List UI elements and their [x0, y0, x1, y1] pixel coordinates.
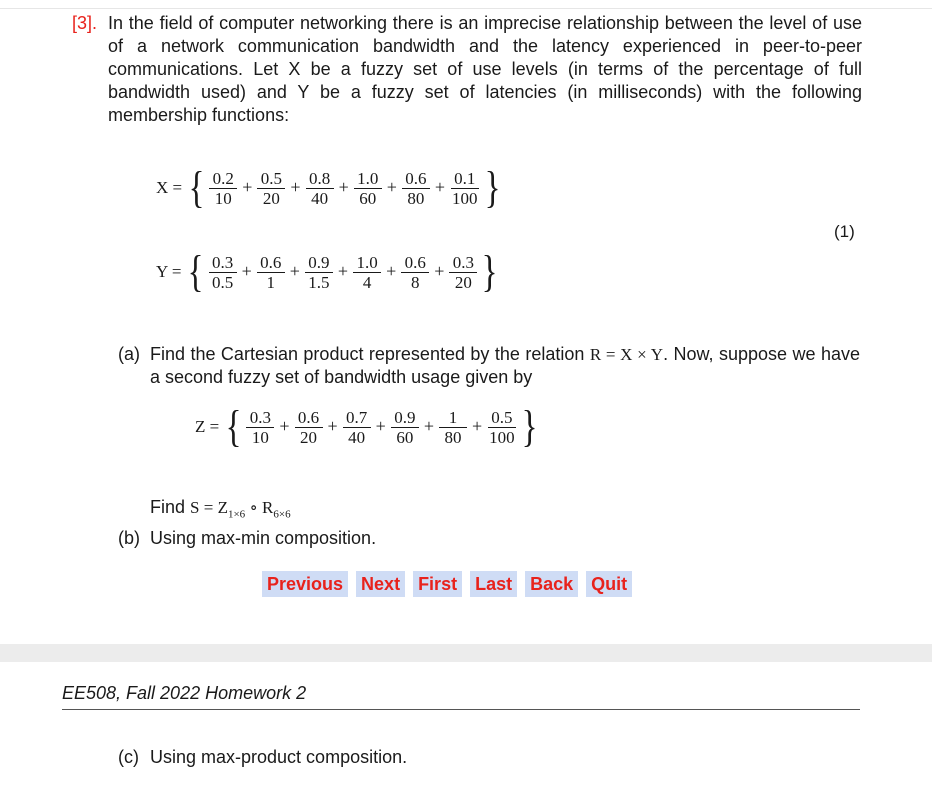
- find-s-prefix: Find: [150, 497, 191, 517]
- element-value: 8: [410, 272, 420, 292]
- plus-sign: +: [290, 176, 301, 197]
- relation-r: R = X × Y: [589, 345, 664, 364]
- membership-value: 0.7: [343, 408, 371, 428]
- problem-number: [3].: [72, 13, 98, 33]
- plus-sign: +: [242, 176, 253, 197]
- membership-value: 1: [439, 408, 467, 428]
- fraction-term: [402, 169, 430, 208]
- part-a-text: [150, 343, 860, 389]
- plus-sign: +: [337, 260, 349, 281]
- right-brace: }: [484, 163, 501, 212]
- equation-y-label: Y =: [156, 262, 182, 281]
- plus-sign: +: [471, 415, 483, 436]
- fraction-term: [246, 408, 274, 447]
- equation-x-label: X =: [156, 178, 183, 197]
- membership-value: 0.9: [305, 253, 333, 273]
- top-divider: [0, 8, 932, 9]
- equation-x-terms: [205, 169, 483, 208]
- membership-value: 0.9: [391, 408, 419, 428]
- plus-sign: +: [434, 260, 445, 281]
- equation-z: [195, 402, 538, 451]
- next-button[interactable]: Next: [356, 571, 405, 597]
- membership-value: 0.6: [402, 169, 430, 189]
- membership-value: 0.5: [257, 169, 285, 189]
- element-value: 0.5: [211, 272, 234, 292]
- membership-value: 0.1: [451, 169, 479, 189]
- left-brace: {: [188, 247, 204, 296]
- plus-sign: +: [338, 176, 349, 197]
- footer-rule: [62, 709, 860, 710]
- membership-value: 0.6: [257, 253, 285, 273]
- right-brace: }: [521, 402, 538, 451]
- fraction-term: [391, 408, 419, 447]
- fraction-term: [354, 169, 382, 208]
- part-c-key: (c): [118, 747, 139, 767]
- navigation-bar: [262, 571, 632, 597]
- membership-value: 0.3: [209, 253, 237, 273]
- membership-value: 1.0: [353, 253, 381, 273]
- part-a-text-after: . Now, suppose we have a second fuzzy set of bandwidth usage given by: [150, 344, 860, 387]
- sub-1x6: 1×6: [227, 508, 246, 521]
- element-value: 1.5: [308, 272, 330, 292]
- find-s-expression: [190, 498, 291, 521]
- element-value: 100: [452, 188, 478, 208]
- part-a-text-before: Find the Cartesian product represented by the relation: [150, 344, 590, 364]
- find-s: [150, 496, 291, 526]
- back-button[interactable]: Back: [525, 571, 578, 597]
- equation-number: (1): [834, 222, 855, 241]
- fraction-term: [306, 169, 334, 208]
- circ-r: ∘ R: [245, 498, 274, 517]
- right-brace: }: [482, 247, 498, 296]
- membership-value: 0.3: [449, 253, 477, 273]
- part-b: [118, 527, 860, 550]
- problem-text: In the field of computer networking there is an imprecise relationship between the level of use of a network communication bandwidth and the latency experienced in peer-to-peer communications. Let X be a fuzzy set of use levels (in terms of the percentage of full bandwidth used) and Y be a fuzzy set of latencies (in milliseconds) with the following membership functions:: [108, 13, 862, 125]
- equation-z-terms: [242, 408, 520, 447]
- membership-value: 0.2: [209, 169, 237, 189]
- plus-sign: +: [279, 415, 290, 436]
- element-value: 40: [311, 188, 329, 208]
- membership-value: 0.5: [488, 408, 516, 428]
- element-value: 20: [454, 272, 472, 292]
- membership-value: 0.6: [295, 408, 323, 428]
- page-separator-band: [0, 644, 932, 662]
- plus-sign: +: [386, 260, 397, 281]
- membership-value: 0.3: [246, 408, 274, 428]
- fraction-term: [449, 253, 477, 292]
- equation-y: [156, 247, 499, 296]
- plus-sign: +: [386, 176, 397, 197]
- last-button[interactable]: Last: [470, 571, 517, 597]
- first-button[interactable]: First: [413, 571, 462, 597]
- s-eq: S = Z: [190, 498, 228, 517]
- quit-button[interactable]: Quit: [586, 571, 632, 597]
- fraction-term: [439, 408, 467, 447]
- element-value: 100: [489, 427, 515, 447]
- fraction-term: [401, 253, 429, 292]
- problem-statement: [72, 12, 862, 127]
- element-value: 10: [251, 427, 269, 447]
- part-c-text: Using max-product composition.: [150, 747, 408, 767]
- part-b-text: Using max-min composition.: [150, 528, 377, 548]
- plus-sign: +: [423, 415, 434, 436]
- fraction-term: [257, 253, 285, 292]
- part-a-key: (a): [118, 344, 140, 364]
- previous-button[interactable]: Previous: [262, 571, 348, 597]
- element-value: 60: [359, 188, 377, 208]
- fraction-term: [343, 408, 371, 447]
- fraction-term: [257, 169, 285, 208]
- element-value: 60: [396, 427, 414, 447]
- part-a: [118, 343, 860, 389]
- element-value: 40: [348, 427, 366, 447]
- equation-x: [156, 163, 501, 212]
- membership-value: 1.0: [354, 169, 382, 189]
- fraction-term: [209, 169, 237, 208]
- fraction-term: [450, 169, 480, 208]
- fraction-term: [305, 253, 333, 292]
- equation-z-label: Z =: [195, 417, 220, 436]
- fraction-term: [295, 408, 323, 447]
- element-value: 20: [262, 188, 280, 208]
- left-brace: {: [225, 402, 242, 451]
- element-value: 1: [266, 272, 276, 292]
- plus-sign: +: [434, 176, 446, 197]
- fraction-term: [487, 408, 517, 447]
- element-value: 20: [300, 427, 318, 447]
- element-value: 80: [407, 188, 425, 208]
- membership-value: 0.8: [306, 169, 334, 189]
- sub-6x6: 6×6: [273, 508, 291, 521]
- footer-course: EE508, Fall 2022 Homework 2: [62, 683, 307, 703]
- fraction-term: [209, 253, 237, 292]
- plus-sign: +: [375, 415, 386, 436]
- part-b-key: (b): [118, 528, 140, 548]
- part-c: [118, 746, 860, 769]
- membership-value: 0.6: [401, 253, 429, 273]
- element-value: 80: [444, 427, 462, 447]
- plus-sign: +: [327, 415, 338, 436]
- fraction-term: [353, 253, 381, 292]
- plus-sign: +: [289, 260, 300, 281]
- left-brace: {: [188, 163, 205, 212]
- element-value: 4: [362, 272, 372, 292]
- element-value: 10: [214, 188, 232, 208]
- plus-sign: +: [241, 260, 252, 281]
- equation-y-terms: [205, 253, 482, 292]
